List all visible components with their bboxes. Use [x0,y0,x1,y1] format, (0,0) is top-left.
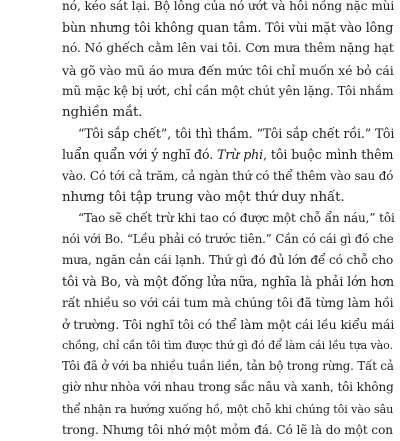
text-line: Tôi đã ở với ba nhiều tuần liền, tản bộ trong rừng. Tất cả [62,359,394,374]
text-line: mưa, ngăn cản cái lạnh. Thứ gì đó đủ lớn để có chỗ cho [62,253,394,268]
text-line: giờ như nhòa với nhau trong sắc nâu và xanh, tôi không [62,380,394,395]
text-line: và gõ vào mũ áo mưa đến mức tôi chỉ muốn xé bỏ cái [62,62,394,78]
text-line: tôi và Bo, và một đống lửa nữa, nghĩa là phải lớn hơn [62,274,394,290]
text-segment: luẩn quẩn với ý nghĩ đó. [62,147,218,163]
text-segment: , tôi buộc mình thêm [263,147,394,163]
text-line: ở trường. Tôi nghĩ tôi có thể làm một cái lều kiểu mái [62,316,395,332]
text-line: nhưng tôi tập trung vào một thứ duy nhất. [62,189,345,205]
text-line: trong. Nhưng tôi nhớ một mỏm đá. Có lẽ là do một con [62,422,393,437]
paragraph-start-line: “Tôi sắp chết”, tôi thì thầm. “Tôi sắp chết rồi.” Tôi [78,126,395,142]
text-line: mũ mặc kệ bị ướt, chỉ cần một chút yên lặng. Tôi nhắm [62,83,394,98]
body-text [62,0,394,441]
text-line: nói với Bo. “Lều phải có trước tiên.” Cần có cái gì đó che [62,232,394,247]
text-line: vào. Có tới cả trăm, cả ngàn thứ có thể thêm vào sau đó [62,168,394,183]
text-line: chồng, chỉ cần tôi tìm được thứ gì đó để làm cái lều tựa vào. [62,339,393,352]
text-line: thể nhận ra hướng xuống hồ, một chỗ khi chúng tôi vào sâu [62,402,394,416]
text-line: nó. Nó ghếch cằm lên vai tôi. Cơn mưa thêm nặng hạt [62,41,394,56]
text-line: nghiền mắt. [62,104,143,120]
text-line-with-italic [62,144,394,165]
paragraph-start-line: “Tao sẽ chết trừ khi tao có được một chỗ ẩn náu,” tôi [78,210,395,225]
text-line: rất nhiều so với cái tum mà chúng tôi đã từng làm hồi [62,295,394,310]
italic-phrase: Trừ phi [217,147,264,163]
text-line: bùn nhưng tôi không quan tâm. Tôi vùi mặt vào lông [62,20,394,36]
text-line: nó, kéo sát lại. Bộ lông của nó ướt và hôi nồng nặc mùi [62,0,395,13]
